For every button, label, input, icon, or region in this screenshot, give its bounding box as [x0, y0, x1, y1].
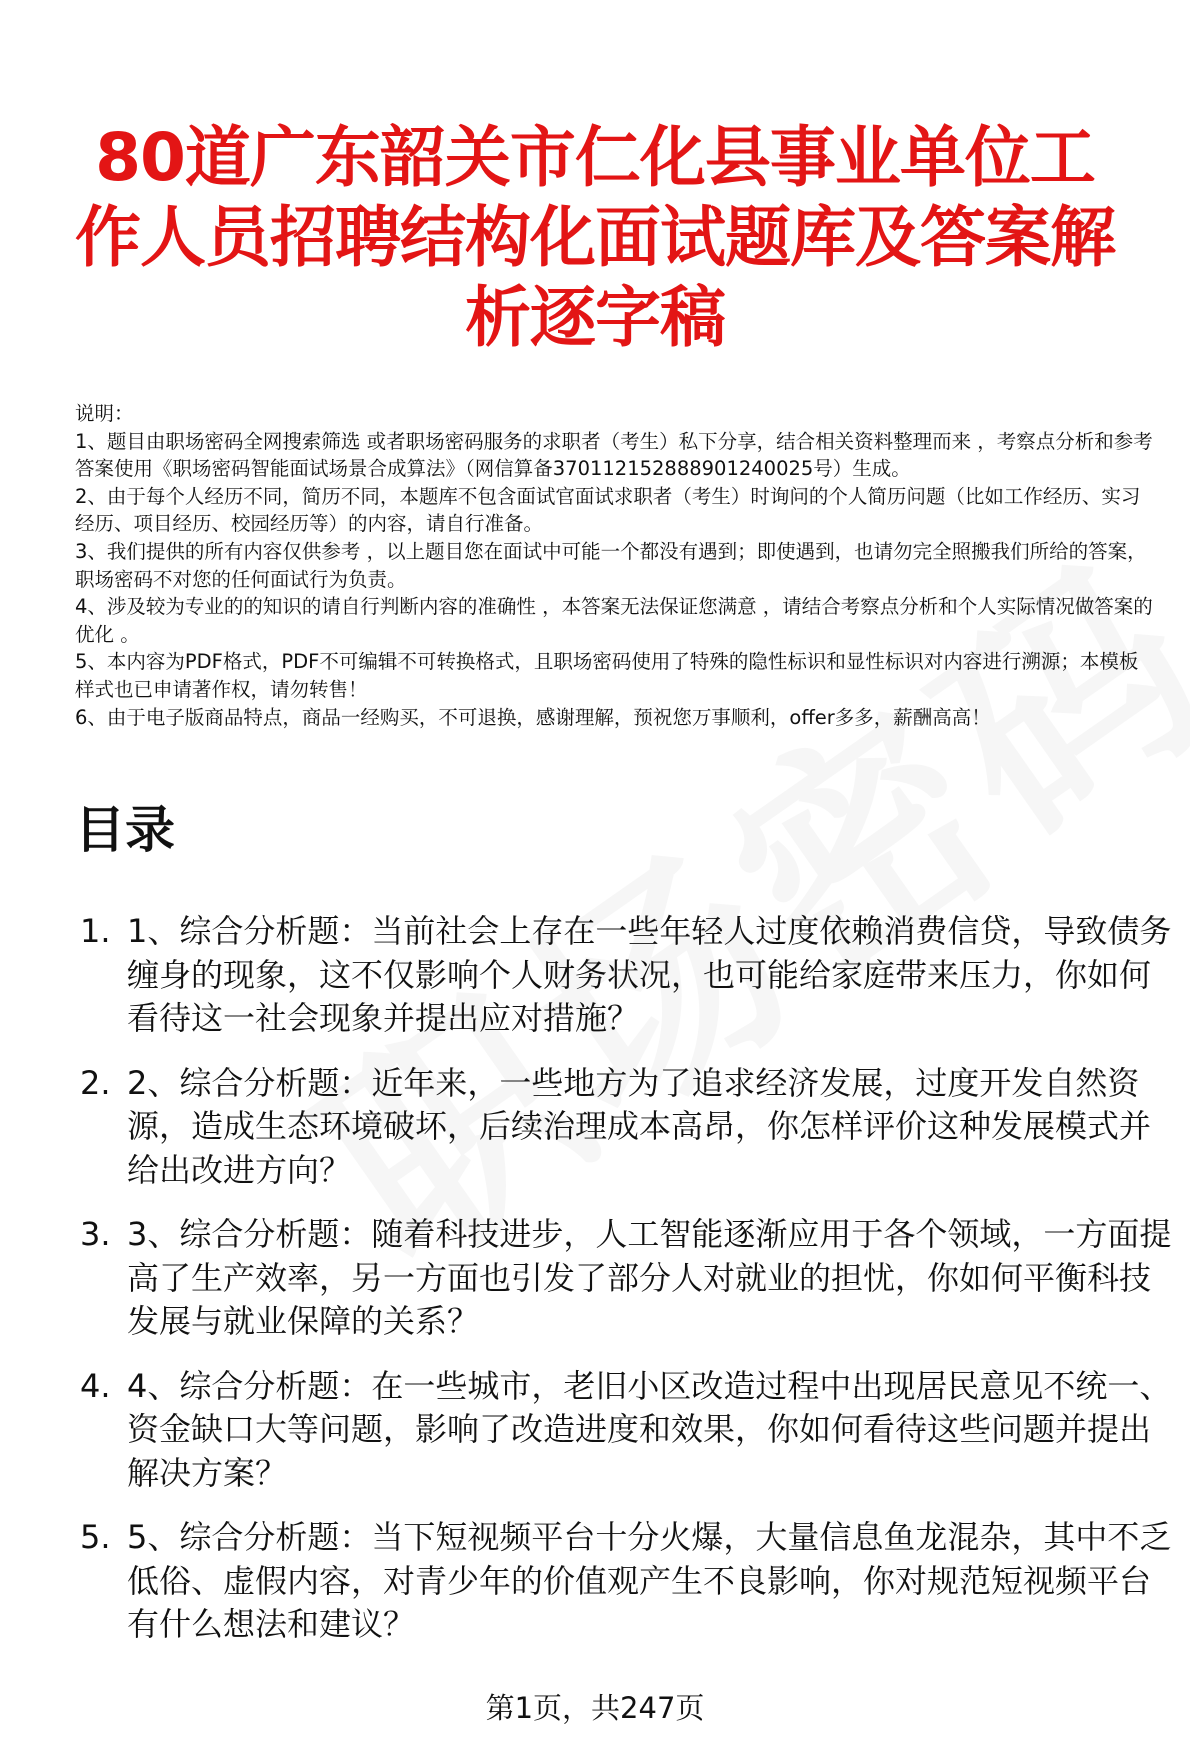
notes-section	[75, 400, 1155, 731]
toc-item-5[interactable]	[75, 1516, 1175, 1647]
toc-item-text[interactable]: 1、综合分析题：当前社会上存在一些年轻人过度依赖消费信贷，导致债务缠身的现象，这不仅影响个人财务状况，也可能给家庭带来压力，你如何看待这一社会现象并提出应对措施？	[127, 912, 1172, 1037]
notes-item-3: 3、我们提供的所有内容仅供参考 ，以上题目您在面试中可能一个都没有遇到；即使遇到，也请勿完全照搬我们所给的答案，职场密码不对您的任何面试行为负责。	[75, 539, 1147, 591]
notes-item-6: 6、由于电子版商品特点，商品一经购买，不可退换，感谢理解，预祝您万事顺利，offer多多，薪酬高高！	[75, 705, 991, 729]
toc-heading: 目录	[75, 801, 175, 859]
toc-item-number: 2.	[80, 1063, 111, 1102]
toc-item-number: 1.	[80, 912, 111, 950]
toc-item-text[interactable]: 4、综合分析题：在一些城市，老旧小区改造过程中出现居民意见不统一、资金缺口大等问题，影响了改造进度和效果，你如何看待这些问题并提出解决方案？	[127, 1366, 1172, 1492]
notes-item-5: 5、本内容为PDF格式，PDF不可编辑不可转换格式，且职场密码使用了特殊的隐性标识和显性标识对内容进行溯源；本模板样式也已申请著作权，请勿转售！	[75, 650, 1139, 701]
notes-item-4: 4、涉及较为专业的的知识的请自行判断内容的准确性 ，本答案无法保证您满意 ，请结合考察点分析和个人实际情况做答案的优化 。	[75, 595, 1153, 646]
toc-item-text[interactable]: 3、综合分析题：随着科技进步，人工智能逐渐应用于各个领域，一方面提高了生产效率，另一方面也引发了部分人对就业的担忧，你如何平衡科技发展与就业保障的关系？	[127, 1215, 1172, 1340]
toc-item-1[interactable]	[75, 910, 1175, 1041]
toc-item-3[interactable]	[75, 1213, 1175, 1344]
toc-item-number: 3.	[80, 1215, 111, 1253]
toc-item-number: 4.	[80, 1366, 111, 1405]
page-number: 第1页，共247页	[485, 1691, 705, 1725]
document-title: 80道广东韶关市仁化县事业单位工作人员招聘结构化面试题库及答案解析逐字稿	[75, 119, 1115, 356]
toc-item-4[interactable]	[75, 1365, 1175, 1496]
notes-heading: 说明：	[75, 402, 134, 425]
toc-item-text[interactable]: 2、综合分析题：近年来，一些地方为了追求经济发展，过度开发自然资源，造成生态环境破坏，后续治理成本高昂，你怎样评价这种发展模式并给出改进方向？	[127, 1063, 1152, 1189]
toc-item-number: 5.	[80, 1518, 111, 1556]
toc-list	[75, 910, 1175, 1668]
notes-item-2: 2、由于每个人经历不同，简历不同，本题库不包含面试官面试求职者（考生）时询问的个人简历问题（比如工作经历、实习经历、项目经历、校园经历等）的内容，请自行准备。	[75, 484, 1141, 536]
toc-item-text[interactable]: 5、综合分析题：当下短视频平台十分火爆，大量信息鱼龙混杂，其中不乏低俗、虚假内容，对青少年的价值观产生不良影响，你对规范短视频平台有什么想法和建议？	[127, 1518, 1172, 1643]
toc-item-2[interactable]	[75, 1062, 1175, 1193]
notes-item-1: 1、题目由职场密码全网搜索筛选 或者职场密码服务的求职者（考生）私下分享，结合相关资料整理而来 ，考察点分析和参考答案使用《职场密码智能面试场景合成算法》（网信算备370112152888901240025号）生成。	[75, 429, 1153, 481]
